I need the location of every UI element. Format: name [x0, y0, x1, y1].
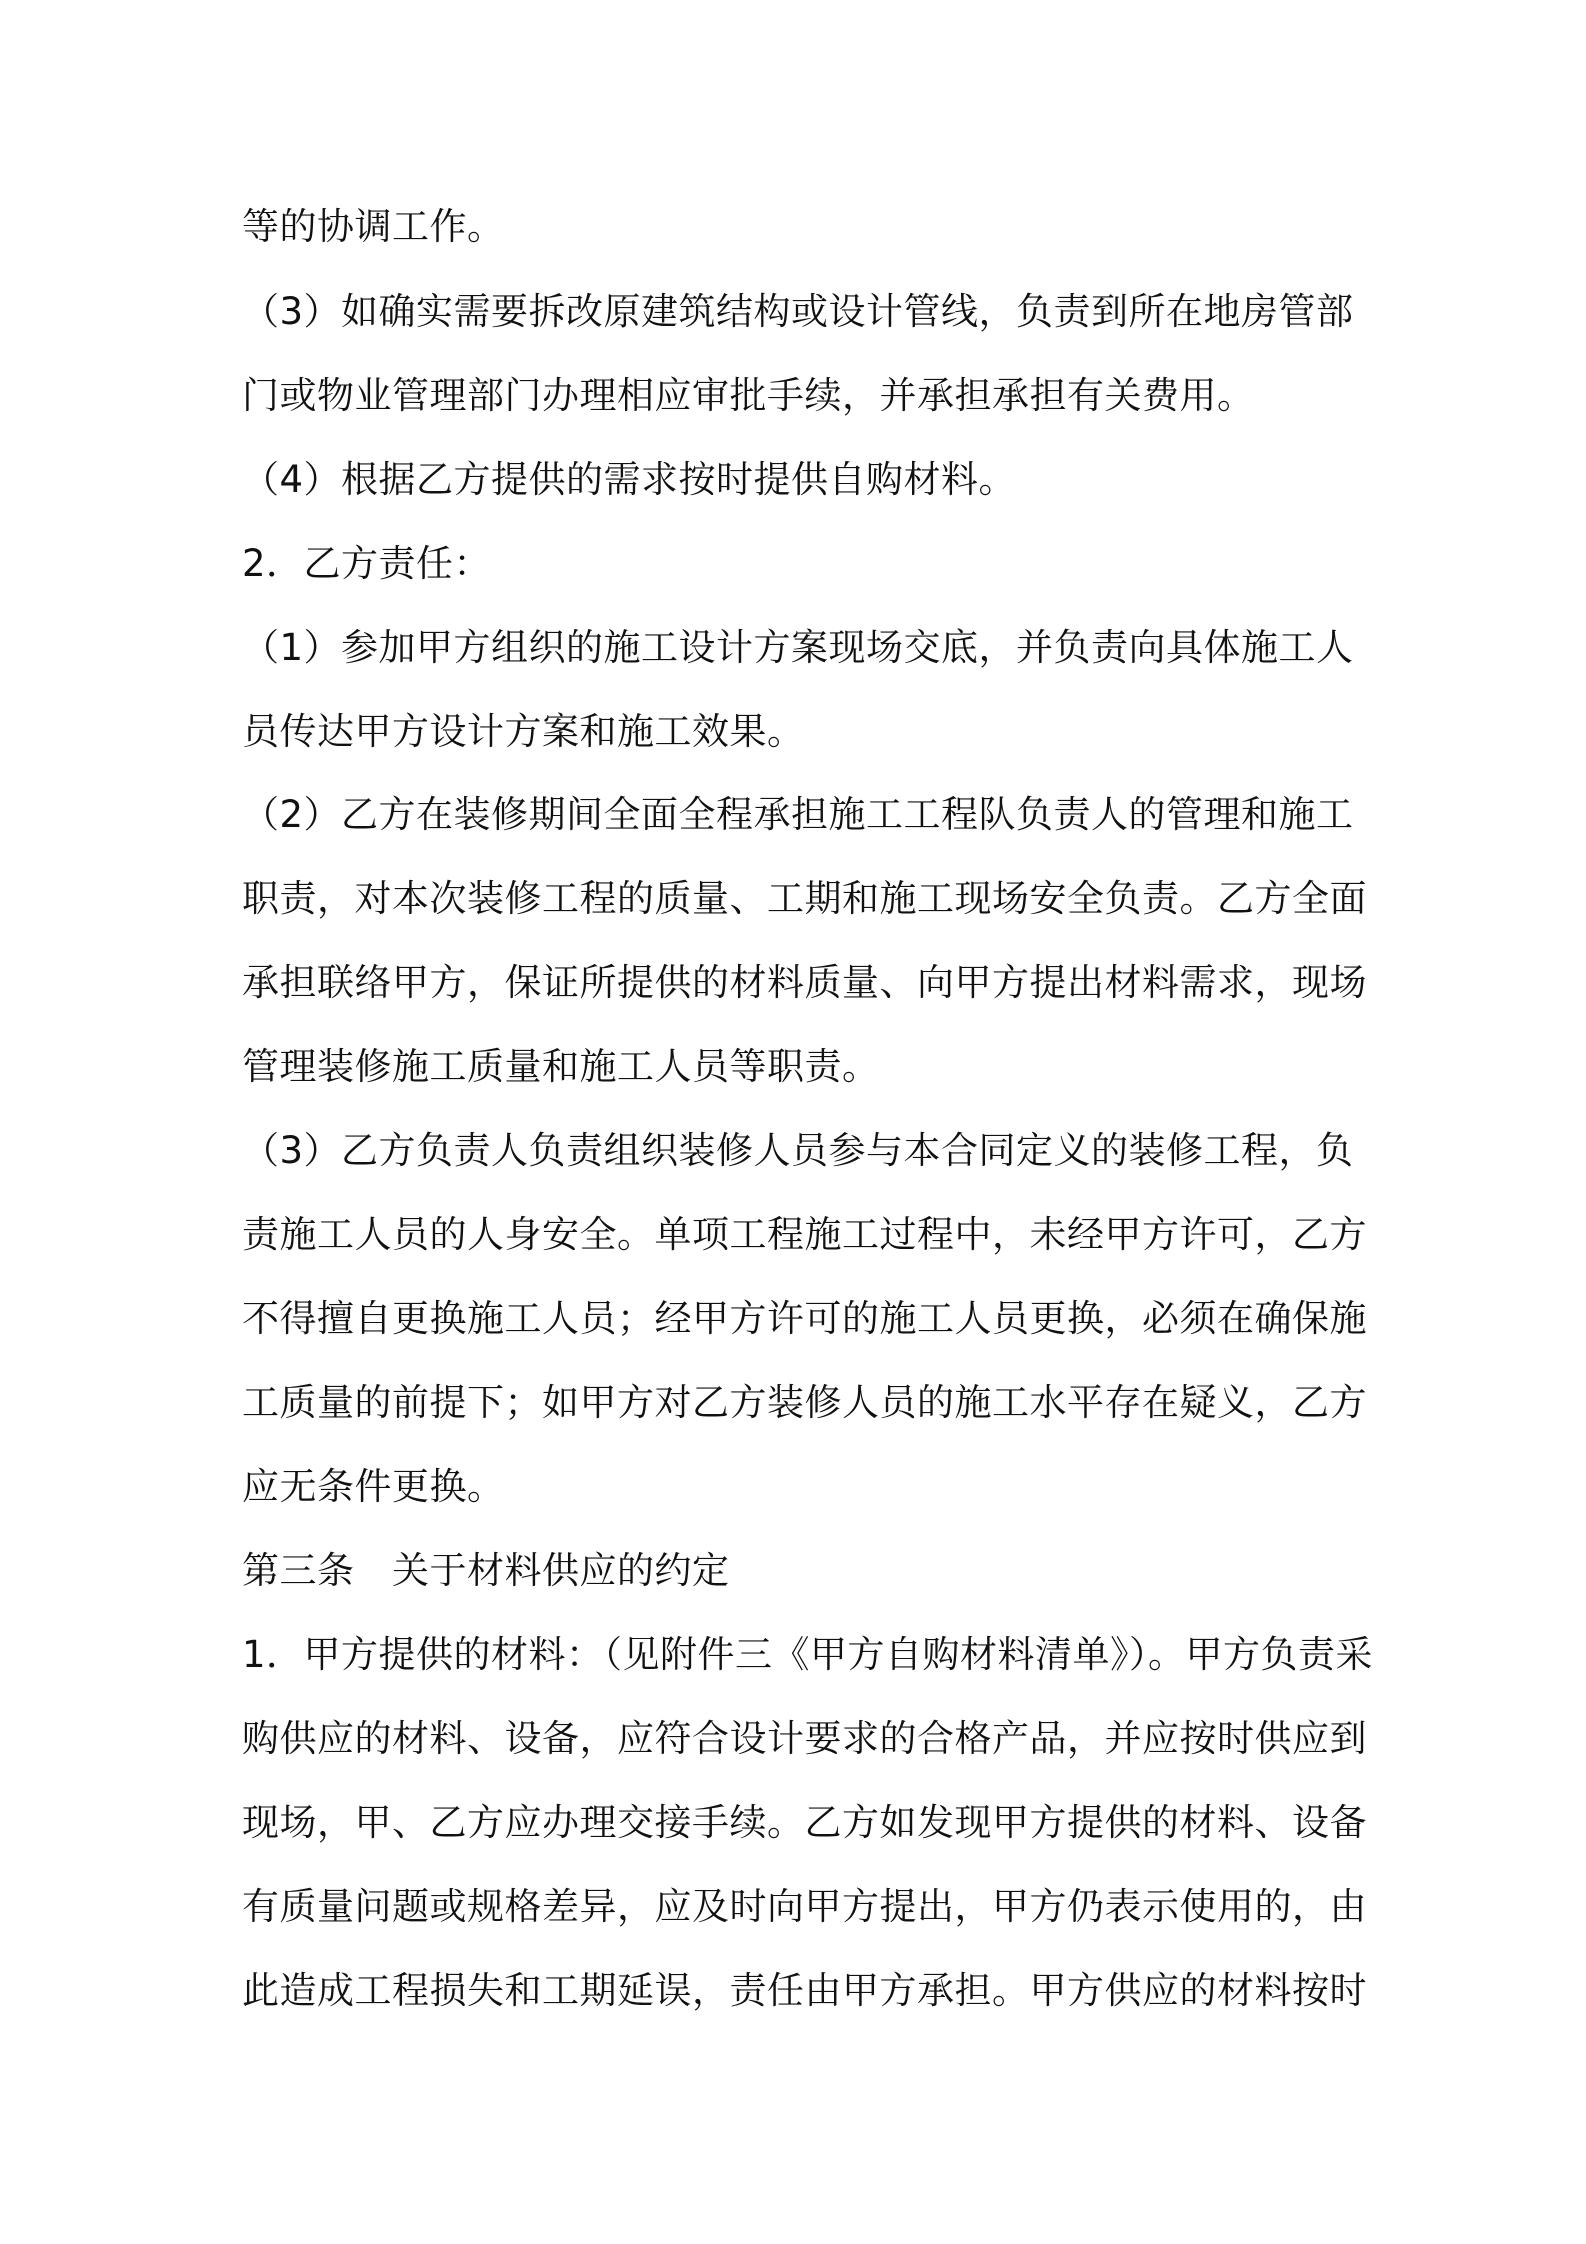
- text-line: 职责，对本次装修工程的质量、工期和施工现场安全负责。乙方全面: [242, 877, 1367, 920]
- text-line: （3）乙方负责人负责组织装修人员参与本合同定义的装修工程，负: [242, 1129, 1354, 1172]
- text-line: 应无条件更换。: [242, 1465, 505, 1508]
- section-heading: 第三条 关于材料供应的约定: [242, 1549, 730, 1592]
- text-line: （2）乙方在装修期间全面全程承担施工工程队负责人的管理和施工: [242, 793, 1354, 836]
- text-line: 不得擅自更换施工人员；经甲方许可的施工人员更换，必须在确保施: [242, 1297, 1367, 1340]
- text-line: 门或物业管理部门办理相应审批手续，并承担承担有关费用。: [242, 374, 1255, 417]
- text-line: 管理装修施工质量和施工人员等职责。: [242, 1045, 880, 1088]
- text-line: （1）参加甲方组织的施工设计方案现场交底，并负责向具体施工人: [242, 626, 1354, 669]
- text-line: 等的协调工作。: [242, 205, 505, 248]
- text-line: 购供应的材料、设备，应符合设计要求的合格产品，并应按时供应到: [242, 1717, 1367, 1760]
- text-line: 有质量问题或规格差异，应及时向甲方提出，甲方仍表示使用的，由: [242, 1885, 1367, 1928]
- text-line: 现场，甲、乙方应办理交接手续。乙方如发现甲方提供的材料、设备: [242, 1801, 1367, 1844]
- text-line: 承担联络甲方，保证所提供的材料质量、向甲方提出材料需求，现场: [242, 961, 1367, 1004]
- text-line: 责施工人员的人身安全。单项工程施工过程中，未经甲方许可，乙方: [242, 1213, 1367, 1256]
- text-line: 此造成工程损失和工期延误，责任由甲方承担。甲方供应的材料按时: [242, 1969, 1367, 2012]
- text-line: 2．乙方责任：: [242, 542, 492, 585]
- text-line: （4）根据乙方提供的需求按时提供自购材料。: [242, 458, 1017, 501]
- text-line: 1．甲方提供的材料：（见附件三《甲方自购材料清单》）。甲方负责采: [242, 1633, 1374, 1676]
- text-line: 员传达甲方设计方案和施工效果。: [242, 710, 805, 753]
- text-line: （3）如确实需要拆改原建筑结构或设计管线，负责到所在地房管部: [242, 290, 1354, 333]
- text-line: 工质量的前提下；如甲方对乙方装修人员的施工水平存在疑义，乙方: [242, 1381, 1367, 1424]
